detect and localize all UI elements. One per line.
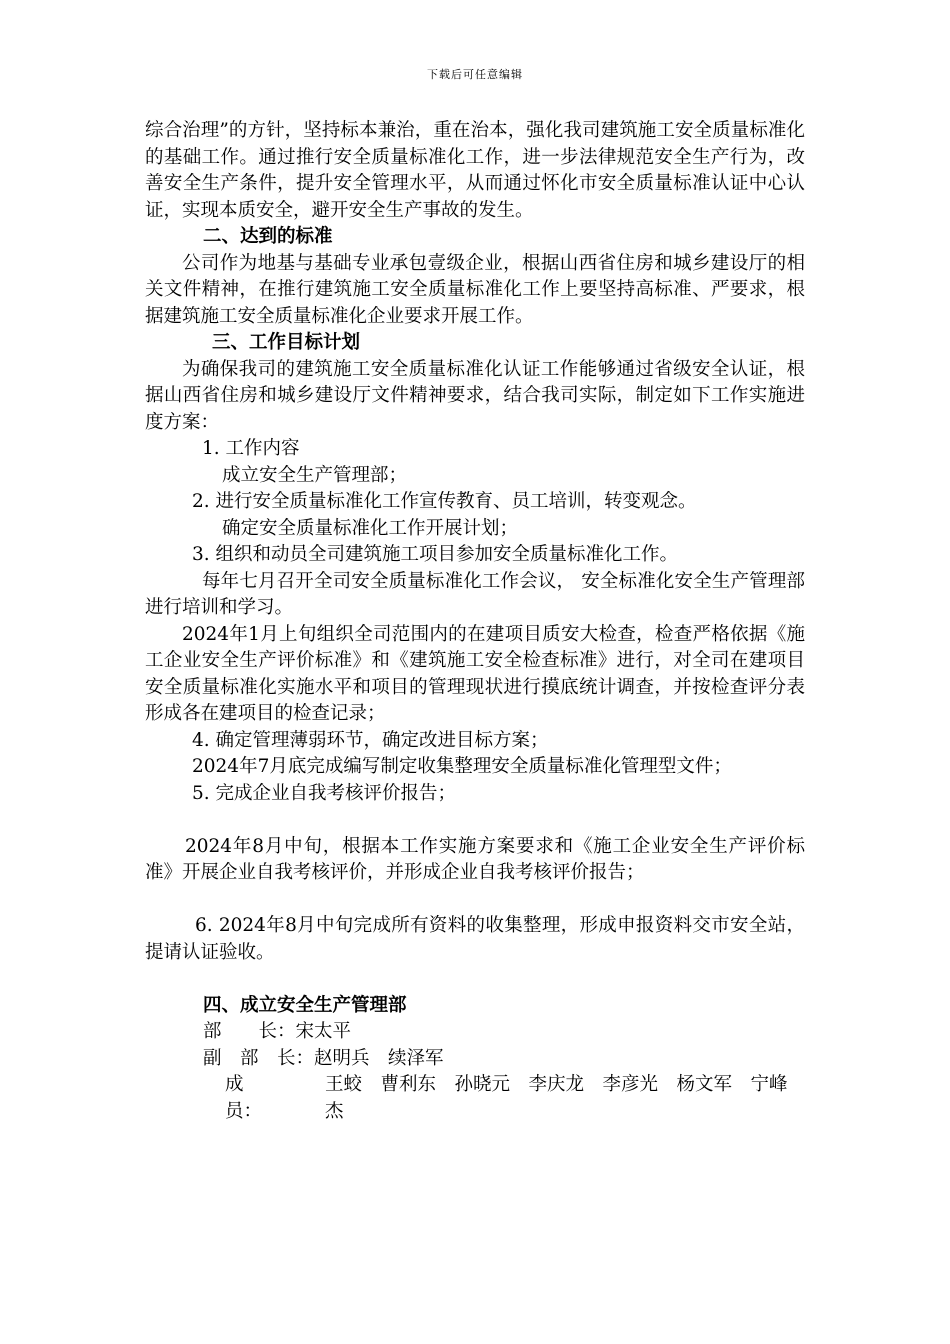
spacer	[145, 887, 805, 914]
page-header: 下载后可任意编辑	[427, 68, 523, 81]
section-heading-standards: 二、达到的标准	[203, 226, 333, 247]
inspection-paragraph: 2024年1月上旬组织全司范围内的在建项目质安大检查，检查严格依据《施工企业安全生产评价标准》和《建筑施工安全检查标准》进行，对全司在建项目安全质量标准化实施水平和项目的管理现状进行摸底统计调查，并按检查评分表形成各在建项目的检查记录；	[145, 623, 805, 724]
list-item-2-detail: 确定安全质量标准化工作开展计划；	[222, 517, 519, 539]
document-body	[145, 118, 805, 1125]
deputy-head-names: 赵明兵 续泽军	[314, 1047, 444, 1069]
deputy-head-row	[145, 1046, 805, 1073]
list-item-3: 3. 组织和动员全司建筑施工项目参加安全质量标准化工作。	[192, 544, 679, 565]
list-item-1-detail: 成立安全生产管理部；	[222, 464, 408, 486]
section-heading-department: 四、成立安全生产管理部	[203, 994, 407, 1016]
deputy-head-label: 副 部 长：	[203, 1047, 315, 1069]
intro-paragraph: 综合治理”的方针，坚持标本兼治，重在治本，强化我司建筑施工安全质量标准化的基础工作。通过推行安全质量标准化工作，进一步法律规范安全生产行为，改善安全生产条件，提升安全管理水平，从而通过怀化市安全质量标准认证中心认证，实现本质安全，避开安全生产事故的发生。	[145, 120, 805, 221]
documents-paragraph: 2024年7月底完成编写制定收集整理安全质量标准化管理型文件；	[192, 756, 732, 777]
members-label: 成 员：	[225, 1074, 300, 1122]
list-item-6: 6. 2024年8月中旬完成所有资料的收集整理，形成申报资料交市安全站，提请认证验收。	[145, 915, 805, 963]
list-item-1: 1. 工作内容	[202, 438, 300, 459]
members-names: 王蛟 曹利东 孙晓元 李庆龙 李彦光 杨文军 宁峰杰	[325, 1074, 788, 1122]
list-item-5: 5. 完成企业自我考核评价报告；	[192, 782, 457, 804]
standards-paragraph: 公司作为地基与基础专业承包壹级企业，根据山西省住房和城乡建设厅的相关文件精神，在推行建筑施工安全质量标准化工作上要坚持高标准、严要求，根据建筑施工安全质量标准化企业要求开展工作。	[145, 252, 805, 327]
spacer	[145, 966, 805, 993]
section-heading-plan: 三、工作目标计划	[212, 332, 361, 353]
department-head-name: 宋太平	[295, 1021, 352, 1042]
members-row	[145, 1072, 805, 1125]
department-head-row	[145, 1019, 805, 1046]
spacer	[145, 807, 805, 834]
meeting-paragraph: 每年七月召开全司安全质量标准化工作会议， 安全标准化安全生产管理部进行培训和学习。	[145, 570, 805, 618]
self-assessment-paragraph: 2024年8月中旬，根据本工作实施方案要求和《施工企业安全生产评价标准》开展企业自我考核评价，并形成企业自我考核评价报告；	[145, 835, 805, 883]
list-item-2: 2. 进行安全质量标准化工作宣传教育、员工培训，转变观念。	[192, 491, 697, 512]
list-item-4: 4. 确定管理薄弱环节，确定改进目标方案；	[192, 729, 549, 751]
department-head-label: 部 长：	[203, 1021, 296, 1042]
plan-paragraph: 为确保我司的建筑施工安全质量标准化认证工作能够通过省级安全认证，根据山西省住房和城乡建设厅文件精神要求，结合我司实际，制定如下工作实施进度方案：	[145, 358, 805, 433]
